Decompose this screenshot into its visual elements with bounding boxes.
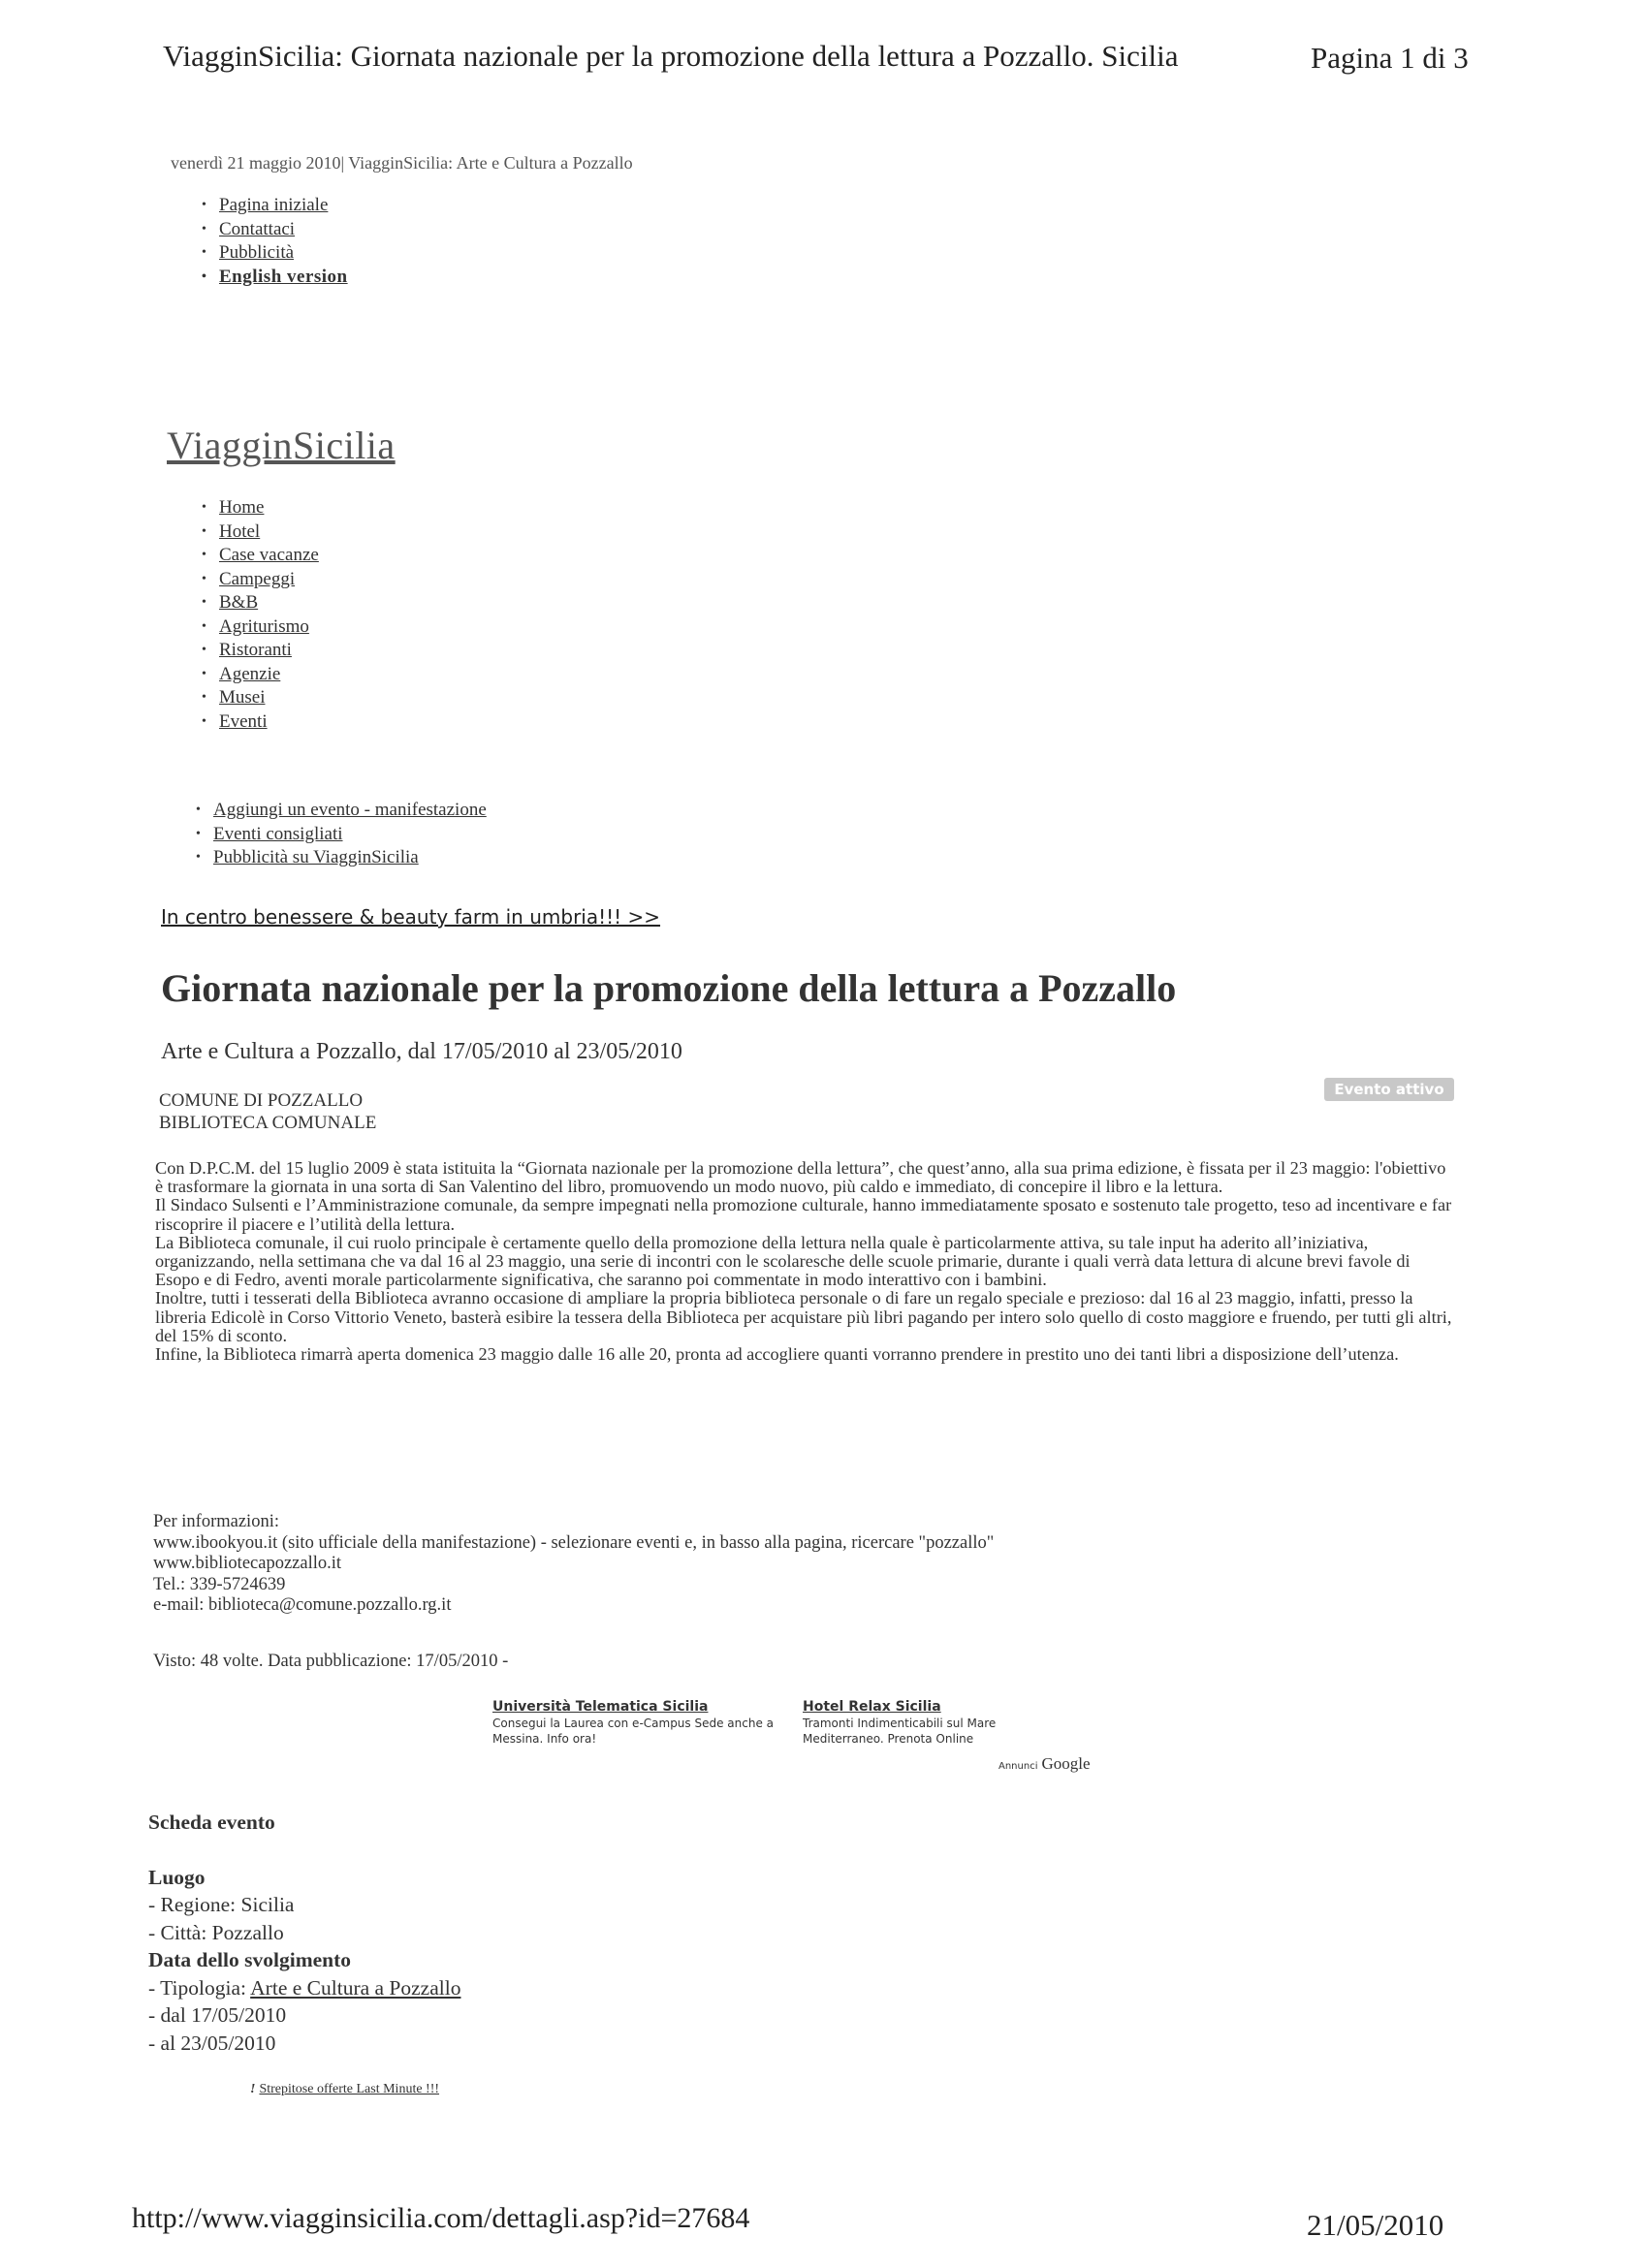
city-line: - Città: Pozzallo xyxy=(148,1920,284,1944)
ad-title-link[interactable]: Università Telematica Sicilia xyxy=(492,1699,709,1715)
organizer-line: COMUNE DI POZZALLO xyxy=(159,1090,364,1111)
print-header-title: ViagginSicilia: Giornata nazionale per la promozione della lettura a Pozzallo. Sicilia xyxy=(163,39,1179,73)
main-nav-item-musei[interactable] xyxy=(202,686,319,710)
main-nav-item-bnb[interactable] xyxy=(202,591,319,615)
article-paragraph: Inoltre, tutti i tesserati della Biblioteca avranno occasione di ampliare la propria biblioteca personale o di fare un regalo speciale e prezioso: dal 16 al 23 maggio, infatti, presso la libreria Edicolè in Corso Vittorio Veneto, basterà esibire la tessera della Biblioteca per acquistare più libri pagando per intero solo quello di costo maggiore e fruendo, per tutti gli altri, del 15% di sconto. xyxy=(155,1288,1452,1345)
main-nav xyxy=(202,496,319,734)
event-nav-label[interactable]: Eventi consigliati xyxy=(213,823,343,844)
event-card-heading: Scheda evento xyxy=(148,1811,275,1834)
main-nav-item-agriturismo[interactable] xyxy=(202,615,319,640)
info-block xyxy=(153,1512,994,1617)
main-nav-label[interactable]: Hotel xyxy=(219,520,261,542)
ads-by-google[interactable] xyxy=(998,1754,1091,1774)
main-nav-label[interactable]: Case vacanze xyxy=(219,545,319,565)
top-nav-item-english[interactable] xyxy=(202,266,348,290)
main-nav-label[interactable]: Ristoranti xyxy=(219,640,292,660)
ads-by-brand: Google xyxy=(1041,1754,1091,1773)
event-nav-item-recommended[interactable] xyxy=(196,823,487,847)
ads-by-prefix: Annunci xyxy=(998,1761,1038,1772)
main-nav-label[interactable]: B&B xyxy=(219,592,259,613)
main-nav-label[interactable]: Agenzie xyxy=(219,663,281,684)
top-nav xyxy=(202,194,348,289)
event-nav-label[interactable]: Aggiungi un evento - manifestazione xyxy=(213,800,487,820)
organizer-block xyxy=(159,1089,376,1134)
spacer xyxy=(148,1837,460,1864)
main-nav-label[interactable]: Campeggi xyxy=(219,568,296,589)
info-line: www.bibliotecapozzallo.it xyxy=(153,1554,342,1573)
promo-link[interactable]: In centro benessere & beauty farm in umbria!!! >> xyxy=(161,905,661,929)
visits-line: Visto: 48 volte. Data pubblicazione: 17/05/2010 - xyxy=(153,1652,509,1671)
main-nav-item-campeggi[interactable] xyxy=(202,568,319,592)
top-nav-item-home[interactable] xyxy=(202,194,348,218)
main-nav-item-hotel[interactable] xyxy=(202,520,319,545)
event-card xyxy=(148,1809,460,2057)
top-nav-item-contact[interactable] xyxy=(202,218,348,242)
top-nav-label[interactable]: Pagina iniziale xyxy=(219,195,329,215)
top-nav-label[interactable]: Pubblicità xyxy=(219,242,295,263)
article-paragraph: Il Sindaco Sulsenti e l’Amministrazione comunale, da sempre impegnati nella promozione culturale, hanno immediatamente sposato e sostenuto tale progetto, teso ad incentivare e far riscoprire il piacere e l’utilità della lettura. xyxy=(155,1195,1452,1234)
date-heading: Data dello svolgimento xyxy=(148,1948,352,1971)
main-nav-label[interactable]: Home xyxy=(219,497,265,518)
ad-text: Tramonti Indimenticabili sul Mare Mediterraneo. Prenota Online xyxy=(803,1717,997,1746)
event-nav-label[interactable]: Pubblicità su ViagginSicilia xyxy=(213,847,419,867)
main-nav-item-home[interactable] xyxy=(202,496,319,520)
lastminute-link[interactable] xyxy=(250,2082,439,2097)
event-nav xyxy=(196,799,487,870)
main-nav-label[interactable]: Agriturismo xyxy=(219,615,309,637)
type-line xyxy=(148,1974,460,2002)
main-nav-item-case-vacanze[interactable] xyxy=(202,544,319,568)
info-heading: Per informazioni: xyxy=(153,1512,279,1531)
main-nav-item-agenzie[interactable] xyxy=(202,663,319,687)
event-nav-item-add[interactable] xyxy=(196,799,487,823)
article-title: Giornata nazionale per la promozione della lettura a Pozzallo xyxy=(161,966,1177,1010)
ad-unit[interactable] xyxy=(492,1698,774,1747)
event-status-badge: Evento attivo xyxy=(1324,1078,1454,1101)
top-nav-label[interactable]: English version xyxy=(219,266,348,287)
ad-title-link[interactable]: Hotel Relax Sicilia xyxy=(803,1699,941,1715)
main-nav-label[interactable]: Eventi xyxy=(219,710,268,732)
organizer-line: BIBLIOTECA COMUNALE xyxy=(159,1113,377,1133)
info-line: www.ibookyou.it (sito ufficiale della manifestazione) - selezionare eventi e, in basso alla pagina, ricercare "pozzallo" xyxy=(153,1532,995,1553)
print-footer-url: http://www.viagginsicilia.com/dettagli.asp?id=27684 xyxy=(132,2202,750,2234)
exclamation-icon: ! xyxy=(250,2082,256,2096)
date-breadcrumb: venerdì 21 maggio 2010| ViagginSicilia: Arte e Cultura a Pozzallo xyxy=(171,153,633,173)
main-nav-label[interactable]: Musei xyxy=(219,687,266,708)
top-nav-label[interactable]: Contattaci xyxy=(219,218,296,239)
article-paragraph: Con D.P.C.M. del 15 luglio 2009 è stata istituita la “Giornata nazionale per la promozione della lettura”, che quest’anno, alla sua prima edizione, è fissata per il 23 maggio: l'obiettivo è trasformare la giornata in una sorta di San Valentino del libro, promuovendo un modo nuovo, più caldo e immediato, di concepire il libro e la lettura. xyxy=(155,1158,1446,1197)
info-phone: Tel.: 339-5724639 xyxy=(153,1574,286,1594)
region-line: - Regione: Sicilia xyxy=(148,1893,295,1916)
ad-unit[interactable] xyxy=(803,1698,1064,1747)
main-nav-item-ristoranti[interactable] xyxy=(202,639,319,663)
print-page-number: Pagina 1 di 3 xyxy=(1311,41,1469,75)
type-link[interactable]: Arte e Cultura a Pozzallo xyxy=(250,1975,461,2000)
event-nav-item-advertising[interactable] xyxy=(196,846,487,870)
place-heading: Luogo xyxy=(148,1865,206,1889)
type-prefix: - Tipologia: xyxy=(148,1975,251,2000)
date-to-line: - al 23/05/2010 xyxy=(148,2031,276,2055)
print-footer-date: 21/05/2010 xyxy=(1307,2208,1444,2242)
article-paragraph: Infine, la Biblioteca rimarrà aperta domenica 23 maggio dalle 16 alle 20, pronta ad accogliere quanti vorranno prendere in prestito uno dei tanti libri a disposizione dell’utenza. xyxy=(155,1344,1399,1365)
lastminute-label[interactable]: Strepitose offerte Last Minute !!! xyxy=(259,2082,440,2096)
site-logo[interactable]: ViagginSicilia xyxy=(167,424,396,467)
ad-text: Consegui la Laurea con e-Campus Sede anche a Messina. Info ora! xyxy=(492,1717,775,1746)
article-subtitle: Arte e Cultura a Pozzallo, dal 17/05/2010 al 23/05/2010 xyxy=(161,1039,682,1064)
main-nav-item-eventi[interactable] xyxy=(202,710,319,735)
article-paragraph: La Biblioteca comunale, il cui ruolo principale è certamente quello della promozione della lettura nella quale è particolarmente attiva, su tale input ha aderito all’iniziativa, organizzando, nella settimana che va dal 16 al 23 maggio, una serie di incontri con le scolaresche delle scuole primarie, durante i quali verrà data lettura di alcune brevi favole di Esopo e di Fedro, aventi morale particolarmente significativa, che saranno poi commentate in modo interattivo con i bambini. xyxy=(155,1232,1410,1290)
article-body xyxy=(155,1159,1454,1364)
date-from-line: - dal 17/05/2010 xyxy=(148,2003,287,2027)
top-nav-item-advertising[interactable] xyxy=(202,241,348,266)
info-email: e-mail: biblioteca@comune.pozzallo.rg.it xyxy=(153,1595,452,1615)
